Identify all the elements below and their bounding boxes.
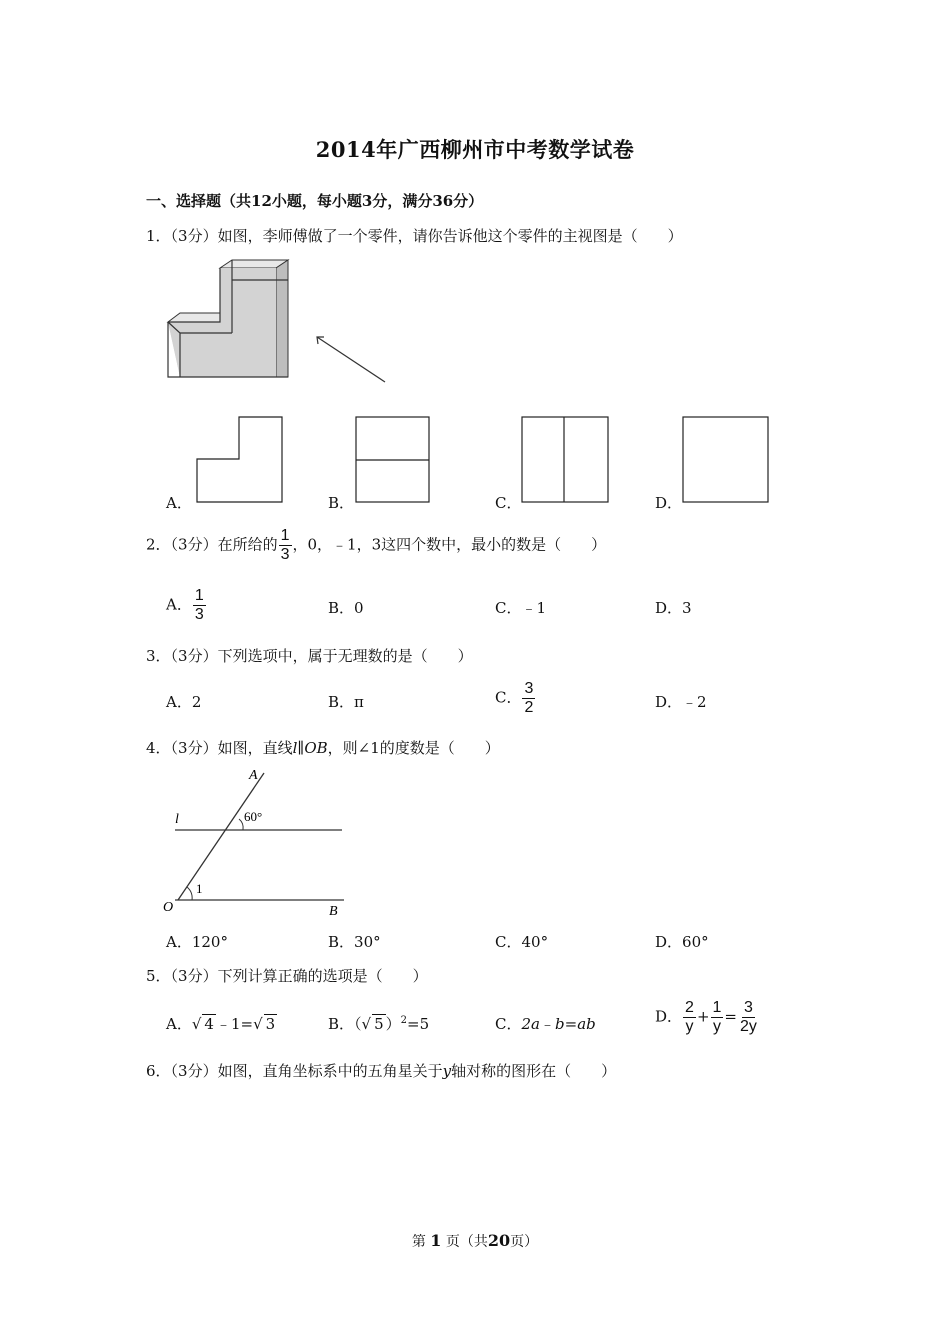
q2-prefix: 2．（3分）在所给的 bbox=[146, 535, 278, 554]
q1-option-d-figure bbox=[681, 415, 771, 505]
q2-option-b: B．0 bbox=[328, 599, 364, 617]
q4-fig-label-o: O bbox=[163, 900, 174, 915]
q1-option-c-figure bbox=[520, 415, 610, 505]
q5-d-num-2: 1 bbox=[712, 999, 722, 1016]
q4-fig-angle-1: 1 bbox=[196, 881, 203, 896]
q5-option-b: B．（√ 5 ）$^2$=5 bbox=[328, 1015, 430, 1033]
q2-fraction bbox=[279, 528, 292, 563]
question-1-text: 1．（3分）如图，李师傅做了一个零件，请你告诉他这个零件的主视图是（ ） bbox=[146, 227, 683, 245]
q5-d-equals: = bbox=[724, 1007, 737, 1026]
q4-fig-label-l: l bbox=[175, 812, 179, 827]
question-6-text bbox=[146, 1060, 616, 1081]
q5-c-b: b bbox=[555, 1015, 565, 1033]
q5-option-c bbox=[495, 1013, 596, 1034]
footer-page-number: 1 bbox=[430, 1231, 442, 1250]
footer-middle: 页（共 bbox=[445, 1234, 488, 1250]
q3-option-c-fraction bbox=[522, 681, 535, 716]
q3-c-den: 2 bbox=[524, 699, 534, 716]
q4-fig-label-b: B bbox=[329, 904, 338, 919]
q4-prefix: 4．（3分）如图，直线 bbox=[146, 739, 293, 757]
q2-a-den: 3 bbox=[194, 606, 204, 623]
q4-fig-angle-60: 60° bbox=[244, 809, 263, 824]
footer-prefix: 第 bbox=[411, 1234, 426, 1250]
q5-d-num-3: 3 bbox=[744, 999, 753, 1016]
q5-option-d-label: D． bbox=[655, 1007, 683, 1026]
footer-suffix: 页） bbox=[510, 1234, 539, 1250]
q1-option-a-figure bbox=[195, 415, 285, 505]
q5-option-b-label: B． bbox=[328, 1015, 355, 1033]
q5-d-frac-2 bbox=[711, 1000, 724, 1035]
q4-line-ob: OB bbox=[304, 739, 328, 757]
q2-frac-num: 1 bbox=[280, 527, 290, 544]
q3-option-d: D．﹣2 bbox=[655, 693, 707, 711]
question-5-text: 5．（3分）下列计算正确的选项是（ ） bbox=[146, 967, 428, 985]
q5-c-ab: ab bbox=[577, 1015, 596, 1033]
q3-option-a: A．2 bbox=[166, 693, 202, 711]
q5-b-radicand: 5 bbox=[374, 1015, 384, 1033]
q2-suffix: ，0，﹣1，3这四个数中，最小的数是（ ） bbox=[292, 535, 607, 554]
question-2-text bbox=[146, 528, 606, 563]
q5-d-frac-1 bbox=[683, 1000, 696, 1035]
q1-option-d-label: D． bbox=[655, 494, 683, 512]
q5-c-minus: ﹣ bbox=[539, 1015, 555, 1033]
q5-b-open-paren: （ bbox=[354, 1015, 362, 1033]
q3-c-num: 3 bbox=[524, 680, 534, 697]
q5-a-radicand-2: 3 bbox=[265, 1015, 276, 1033]
q6-suffix: 轴对称的图形在（ ） bbox=[451, 1062, 617, 1080]
question-4-text bbox=[146, 737, 500, 758]
q4-parallel-lines-figure bbox=[160, 765, 360, 925]
q5-d-num-1: 2 bbox=[685, 999, 694, 1016]
q4-option-b: B．30° bbox=[328, 933, 381, 951]
section-heading: 一、选择题（共12小题，每小题3分，满分36分） bbox=[146, 192, 484, 210]
q6-prefix: 6．（3分）如图，直角坐标系中的五角星关于 bbox=[146, 1062, 443, 1080]
q5-b-close-paren: ） bbox=[385, 1015, 401, 1033]
q5-option-a-label: A． bbox=[166, 1015, 192, 1033]
q5-d-den-2: y bbox=[712, 1018, 721, 1035]
q5-d-den-3: 2y bbox=[740, 1018, 757, 1035]
q2-a-num: 1 bbox=[194, 587, 204, 604]
q1-option-b-label: B． bbox=[328, 494, 355, 512]
q2-frac-den: 3 bbox=[280, 546, 290, 563]
q5-d-frac-3 bbox=[738, 1000, 759, 1035]
q4-suffix: ，则∠1的度数是（ ） bbox=[327, 739, 500, 757]
q5-b-exponent: 2 bbox=[400, 1015, 408, 1026]
q2-option-a-label: A． bbox=[166, 595, 192, 614]
q5-a-radicand-1: 4 bbox=[204, 1015, 214, 1033]
q1-option-b-figure bbox=[355, 415, 431, 505]
q3-option-c-label: C． bbox=[495, 688, 522, 707]
page-title: 2014年广西柳州市中考数学试卷 bbox=[315, 137, 635, 162]
q2-option-a-fraction bbox=[193, 588, 206, 623]
q4-fig-label-a: A bbox=[249, 768, 258, 783]
q5-option-c-label: C． bbox=[495, 1015, 522, 1033]
q5-d-den-1: y bbox=[685, 1018, 694, 1035]
q2-option-c: C．﹣1 bbox=[495, 599, 547, 617]
q4-option-a: A．120° bbox=[166, 933, 228, 951]
q4-option-d: D．60° bbox=[655, 933, 709, 951]
q2-option-d: D．3 bbox=[655, 599, 692, 617]
q1-option-a-label: A． bbox=[166, 494, 192, 512]
q5-b-result: =5 bbox=[407, 1015, 430, 1033]
q3-option-c bbox=[495, 681, 536, 716]
q5-d-plus: + bbox=[696, 1007, 710, 1026]
q4-parallel-symbol: ∥ bbox=[297, 739, 305, 757]
q1-option-c-label: C． bbox=[495, 494, 522, 512]
q5-c-2a: 2a bbox=[521, 1015, 540, 1033]
q5-c-equals: = bbox=[564, 1015, 578, 1033]
q5-a-middle: ﹣1= bbox=[215, 1015, 254, 1033]
q4-line-l: l bbox=[292, 739, 298, 757]
q6-y-axis: y bbox=[442, 1062, 452, 1080]
q2-option-a bbox=[166, 588, 207, 623]
footer-total-pages: 20 bbox=[487, 1231, 511, 1250]
q3-option-b: B．π bbox=[328, 693, 364, 711]
q4-option-c: C．40° bbox=[495, 933, 549, 951]
q5-option-a: A．√ 4 ﹣1=√ 3 bbox=[166, 1015, 276, 1033]
q1-3d-part-figure bbox=[160, 255, 400, 390]
question-3-text: 3．（3分）下列选项中，属于无理数的是（ ） bbox=[146, 647, 473, 665]
page-footer bbox=[0, 1231, 950, 1251]
q5-option-d bbox=[655, 1000, 760, 1035]
